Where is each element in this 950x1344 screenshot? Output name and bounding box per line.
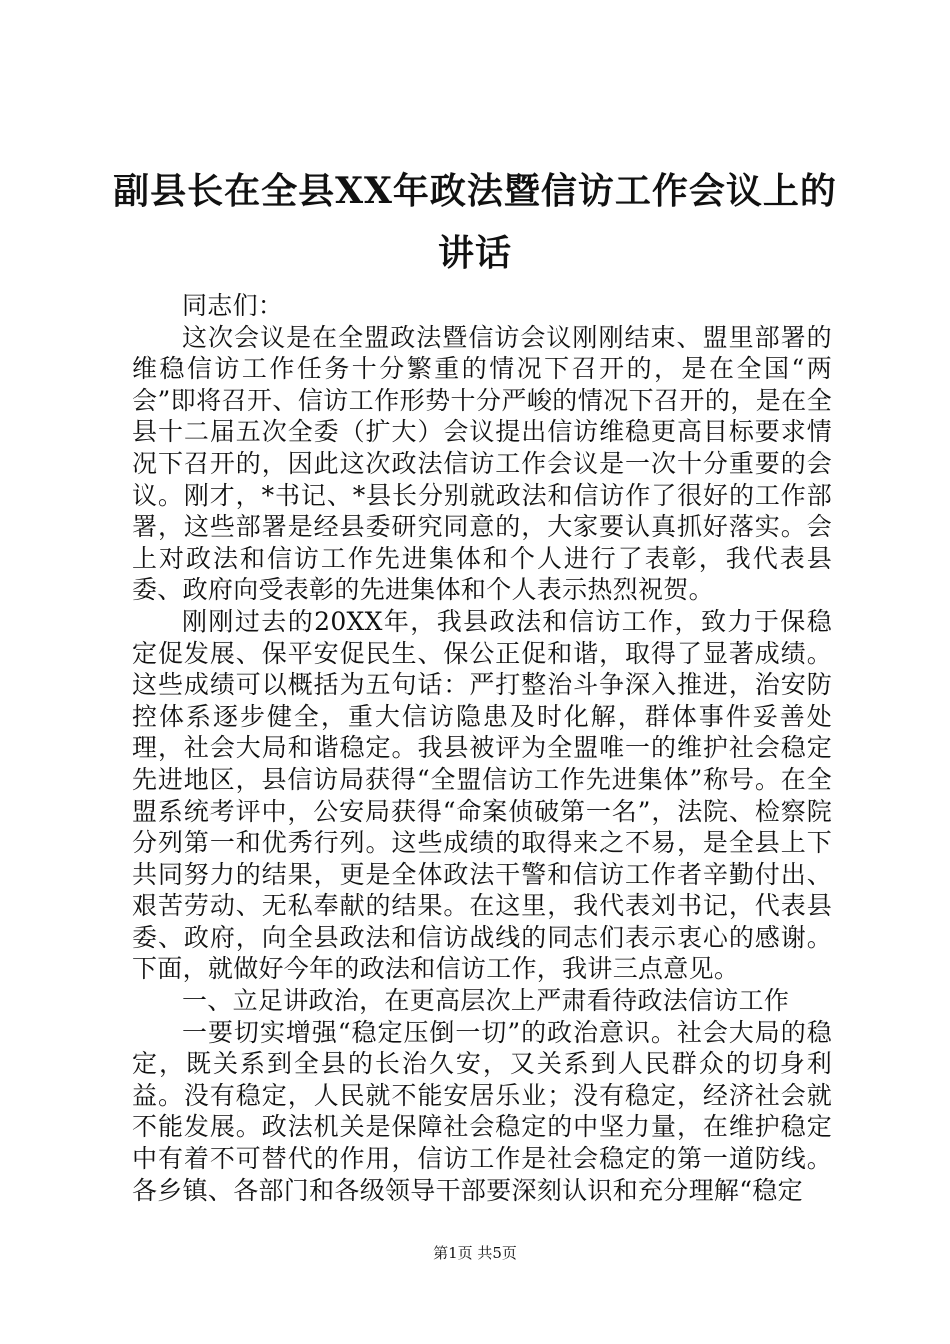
document-title: 副县长在全县XX年政法暨信访工作会议上的讲话 [113, 170, 837, 274]
paragraph: 刚刚过去的20XX年，我县政法和信访工作，致力于保稳定促发展、保平安促民生、保公正促和谐，取得了显著成绩。这些成绩可以概括为五句话：严打整治斗争深入推进，治安防控体系逐步健全，重大信访隐患及时化解，群体事件妥善处理，社会大局和谐稳定。我县被评为全盟唯一的维护社会稳定先进地区，县信访局获得“全盟信访工作先进集体”称号。在全盟系统考评中，公安局获得“命案侦破第一名”，法院、检察院分列第一和优秀行列。这些成绩的取得来之不易，是全县上下共同努力的结果，更是全体政法干警和信访工作者辛勤付出、艰苦劳动、无私奉献的结果。在这里，我代表刘书记，代表县委、政府，向全县政法和信访战线的同志们表示衷心的感谢。下面，就做好今年的政法和信访工作，我讲三点意见。 [132, 606, 832, 984]
paragraph: 一要切实增强“稳定压倒一切”的政治意识。社会大局的稳定，既关系到全县的长治久安，又关系到人民群众的切身利益。没有稳定，人民就不能安居乐业；没有稳定，经济社会就不能发展。政法机关是保障社会稳定的中坚力量，在维护稳定中有着不可替代的作用，信访工作是社会稳定的第一道防线。各乡镇、各部门和各级领导干部要深刻认识和充分理解“稳定 [132, 1017, 832, 1205]
paragraph: 这次会议是在全盟政法暨信访会议刚刚结束、盟里部署的维稳信访工作任务十分繁重的情况下召开的，是在全国“两会”即将召开、信访工作形势十分严峻的情况下召开的，是在全县十二届五次全委（扩大）会议提出信访维稳更高目标要求情况下召开的，因此这次政法信访工作会议是一次十分重要的会议。刚才，*书记、*县长分别就政法和信访作了很好的工作部署，这些部署是经县委研究同意的，大家要认真抓好落实。会上对政法和信访工作先进集体和个人进行了表彰，我代表县委、政府向受表彰的先进集体和个人表示热烈祝贺。 [132, 322, 832, 605]
section-heading: 一、立足讲政治，在更高层次上严肃看待政法信访工作 [182, 986, 790, 1016]
document-body [132, 290, 832, 1206]
page-footer: 第1页 共5页 [433, 1244, 517, 1262]
salutation: 同志们： [182, 291, 284, 320]
